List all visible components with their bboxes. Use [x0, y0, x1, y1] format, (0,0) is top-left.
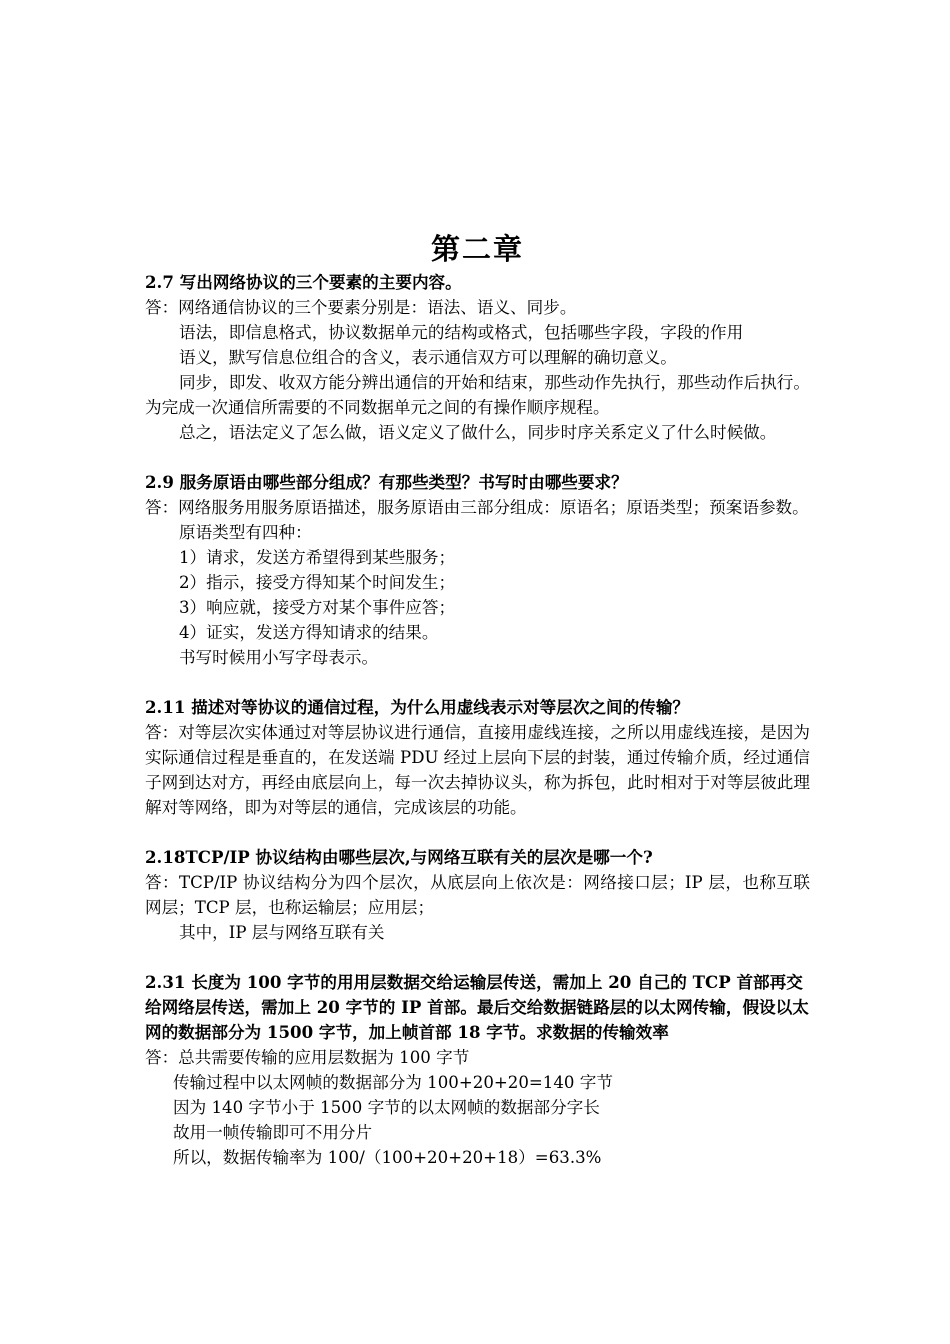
- spacer: [145, 670, 810, 695]
- answer-2-7-semantics: 语义，默写信息位组合的含义，表示通信双方可以理解的确切意义。: [179, 348, 677, 367]
- question-2-9: 2.9 服务原语由哪些部分组成？有那些类型？书写时由哪些要求？: [145, 472, 628, 492]
- answer-2-9-item: 4）证实，发送方得知请求的结果。: [179, 623, 439, 642]
- answer-2-31-line: 因为 140 字节小于 1500 字节的以太网帧的数据部分字长: [173, 1098, 600, 1117]
- question-2-18: 2.18TCP/IP 协议结构由哪些层次,与网络互联有关的层次是哪一个?: [145, 847, 653, 867]
- spacer: [145, 445, 810, 470]
- answer-2-9-item: 2）指示，接受方得知某个时间发生；: [179, 573, 456, 592]
- chapter-title: 第二章: [430, 232, 524, 266]
- question-2-31: 2.31 长度为 100 字节的用用层数据交给运输层传送，需加上 20 自己的 TCP 首部再交给网络层传送，需加上 20 字节的 IP 首部。最后交给数据链路层的以太网传输，假设以太网的数据部分为 1500 字节，加上帧首部 18 字节。求数据的传输效率: [145, 972, 809, 1042]
- answer-2-9-writing: 书写时候用小写字母表示。: [179, 648, 379, 667]
- answer-2-7-sync: 同步，即发、收双方能分辨出通信的开始和结束，那些动作先执行，那些动作后执行。为完成一次通信所需要的不同数据单元之间的有操作顺序规程。: [145, 373, 810, 417]
- spacer: [145, 820, 810, 845]
- answer-2-18-note: 其中，IP 层与网络互联有关: [179, 923, 385, 942]
- answer-2-9-item: 3）响应就，接受方对某个事件应答；: [179, 598, 456, 617]
- answer-2-7-syntax: 语法，即信息格式，协议数据单元的结构或格式，包括哪些字段，字段的作用: [179, 323, 744, 342]
- answer-2-31-line: 传输过程中以太网帧的数据部分为 100+20+20=140 字节: [173, 1073, 613, 1092]
- answer-2-9-intro: 答：网络服务用服务原语描述，服务原语由三部分组成：原语名；原语类型；预案语参数。: [145, 498, 809, 517]
- answer-2-7-summary: 总之，语法定义了怎么做，语义定义了做什么，同步时序关系定义了什么时候做。: [179, 423, 777, 442]
- answer-2-31-result: 所以，数据传输率为 100/（100+20+20+18）=63.3%: [173, 1148, 602, 1167]
- answer-2-31-line: 故用一帧传输即可不用分片: [173, 1123, 373, 1142]
- answer-2-11: 答：对等层次实体通过对等层协议进行通信，直接用虚线连接，之所以用虚线连接，是因为实际通信过程是垂直的，在发送端 PDU 经过上层向下层的封装，通过传输介质，经过通信子网到达对方，再经由底层向上，每一次去掉协议头，称为拆包，此时相对于对等层彼此理解对等网络，即为对等层的通信，完成该层的功能。: [145, 723, 810, 817]
- answer-2-9-types-intro: 原语类型有四种：: [179, 523, 312, 542]
- answer-2-9-item: 1）请求，发送方希望得到某些服务；: [179, 548, 456, 567]
- question-2-11: 2.11 描述对等协议的通信过程，为什么用虚线表示对等层次之间的传输？: [145, 697, 690, 717]
- answer-2-7-intro: 答：网络通信协议的三个要素分别是：语法、语义、同步。: [145, 298, 577, 317]
- answer-2-31-intro: 答：总共需要传输的应用层数据为 100 字节: [145, 1048, 470, 1067]
- answer-2-18: 答：TCP/IP 协议结构分为四个层次，从底层向上依次是：网络接口层；IP 层，也称互联网层；TCP 层，也称运输层；应用层；: [145, 873, 810, 917]
- spacer: [145, 945, 810, 970]
- document-body: [145, 270, 810, 1170]
- question-2-7: 2.7 写出网络协议的三个要素的主要内容。: [145, 272, 462, 292]
